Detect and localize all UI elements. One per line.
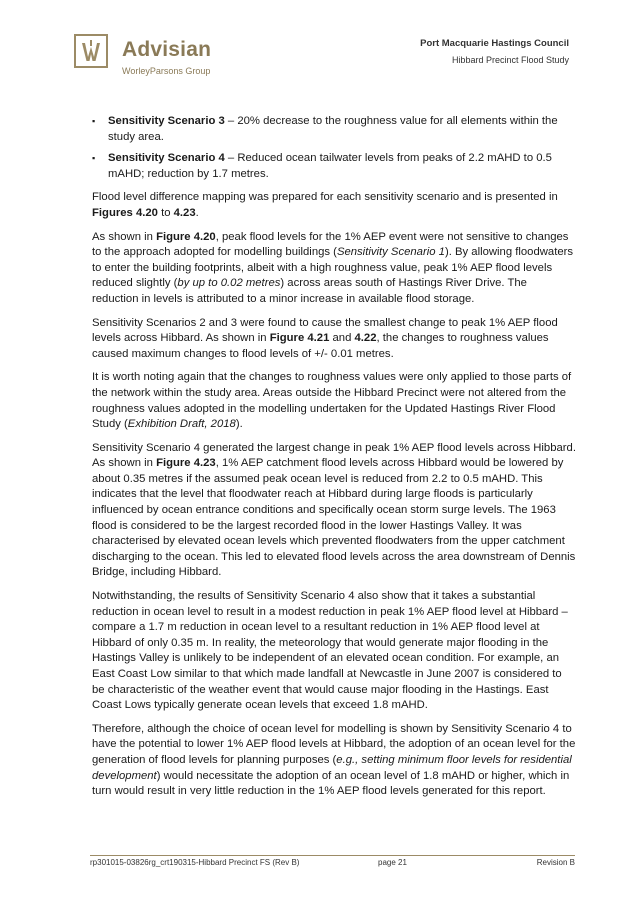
text-run: ) across areas south of Hastings River Drive. The reduction in levels is attributed to a minor increase in available flood storage. xyxy=(92,277,527,305)
text-run: As shown in xyxy=(92,230,157,243)
italic-text: e.g., setting minimum floor levels for residential development xyxy=(92,753,572,782)
text-run: Therefore, although the choice of ocean level for modelling is shown by Sensitivity Scenario 4 to have the potential to lower 1% AEP flood levels at Hibbard, the adoption of an ocean level for the generation of flood levels for planning purposes ( xyxy=(92,722,576,766)
bullet-title: Sensitivity Scenario 4 xyxy=(108,152,225,165)
italic-text: Sensitivity Scenario 1 xyxy=(336,246,445,259)
figure-reference: Figure 4.21 xyxy=(269,332,330,345)
header-project: Hibbard Precinct Flood Study xyxy=(451,55,569,65)
paragraph-notwithstanding xyxy=(92,589,576,714)
footer-page-number: page 21 xyxy=(378,858,407,867)
advisian-logo-icon xyxy=(74,34,108,68)
text-run: , the changes to roughness values caused maximum changes to flood levels of +/- 0.01 metres. xyxy=(92,332,549,360)
text-run: to xyxy=(157,206,174,219)
text-run: . xyxy=(195,206,199,219)
bullet-title: Sensitivity Scenario 3 xyxy=(108,115,225,127)
italic-text: by up to 0.02 metres xyxy=(177,277,281,290)
bullet-text: – Reduced ocean tailwater levels from peaks of 2.2 mAHD to 0.5 mAHD; reduction by 1.7 metres. xyxy=(108,152,552,180)
text-run: ) would necessitate the adoption of an ocean level of 1.8 mAHD or higher, which in turn would result in very little reduction in the 1% AEP flood levels generated for this report. xyxy=(92,769,570,798)
text-run: Notwithstanding, the results of Sensitivity Scenario 4 also show that it takes a substantial reduction in ocean level to result in a modest reduction in peak 1% AEP flood level at Hibbard – compare a 1.7 m reduction in ocean level to a resultant reduction in 1% AEP flood level at Hibbard of only 0.35 m. In reality, the meteorology that would generate major flooding in the Hastings Valley is unlikely to be independent of an elevated ocean condition. For example, an East Coast Low similar to that which made landfall at Newcastle in June 2007 is considered to be characteristic of the weather event that would cause major flooding in the Hastings. East Coast Lows typically generate ocean levels that exceed 1.8 mAHD. xyxy=(92,590,568,712)
paragraph-scenario-4 xyxy=(92,441,576,581)
text-run: , peak flood levels for the 1% AEP event were not sensitive to changes to the approach adopted for modelling buildings ( xyxy=(92,230,569,259)
text-run: Flood level difference mapping was prepared for each sensitivity scenario and is presented in xyxy=(92,191,558,204)
body-content xyxy=(92,114,576,808)
text-run: Sensitivity Scenarios 2 and 3 were found to cause the smallest change to peak 1% AEP flood levels across Hibbard. As shown in xyxy=(92,316,558,345)
paragraph-conclusion xyxy=(92,722,576,800)
footer-doc-ref: rp301015-03826rg_crt190315-Hibbard Precinct FS (Rev B) xyxy=(90,858,300,867)
logo-wordmark: Advisian xyxy=(122,38,212,61)
text-run: Sensitivity Scenario 4 generated the largest change in peak 1% AEP flood levels across Hibbard. As shown in xyxy=(92,441,576,470)
italic-text: Exhibition Draft, 2018 xyxy=(127,418,236,431)
figure-reference: Figure 4.20 xyxy=(156,230,216,243)
text-run: ). xyxy=(235,418,243,431)
bullet-square-icon: ▪ xyxy=(92,116,96,126)
paragraph-roughness-note xyxy=(92,370,576,432)
figure-reference: 4.23 xyxy=(173,206,196,219)
footer-revision: Revision B xyxy=(536,858,575,867)
bullet-scenario-4 xyxy=(92,151,576,182)
figure-reference: Figure 4.23 xyxy=(156,457,216,470)
paragraph-mapping xyxy=(92,190,576,221)
text-run: and xyxy=(329,332,355,345)
logo-subtitle: WorleyParsons Group xyxy=(122,66,211,76)
text-run: , 1% AEP catchment flood levels across Hibbard would be lowered by about 0.35 metres if the assumed peak ocean level is reduced from 2.2 to 0.5 mAHD. This indicates that the level that floodwater reach at Hibbard during large floods is particularly influenced by ocean entrance conditions and specifically ocean storm surge levels. The 1963 flood is considered to be the largest recorded flood in the lower Hastings Valley. It was characterised by elevated ocean levels which prevented floodwaters from the upper catchment discharging to the ocean. This led to elevated flood levels across the area downstream of Dennis Bridge, including Hibbard. xyxy=(92,457,576,579)
footer-divider xyxy=(90,855,575,856)
figure-reference: 4.22 xyxy=(354,332,377,345)
bullet-text: – 20% decrease to the roughness value for all elements within the study area. xyxy=(108,115,558,143)
header-client: Port Macquarie Hastings Council xyxy=(420,38,569,49)
text-run: ). By allowing floodwaters to enter the building footprints, albeit with a high roughness value, peak 1% AEP flood levels reduced slightly ( xyxy=(92,246,574,290)
paragraph-scenarios-2-3 xyxy=(92,316,576,363)
bullet-square-icon: ▪ xyxy=(92,153,96,164)
text-run: It is worth noting again that the changes to roughness values were only applied to those parts of the network within the study area. Areas outside the Hibbard Precinct were not altered from the roughness values adopted in the modelling undertaken for the Updated Hastings River Flood Study ( xyxy=(92,371,572,431)
paragraph-scenario-1 xyxy=(92,230,576,308)
bullet-scenario-3 xyxy=(92,114,576,145)
figure-reference: Figures 4.20 xyxy=(92,206,158,219)
